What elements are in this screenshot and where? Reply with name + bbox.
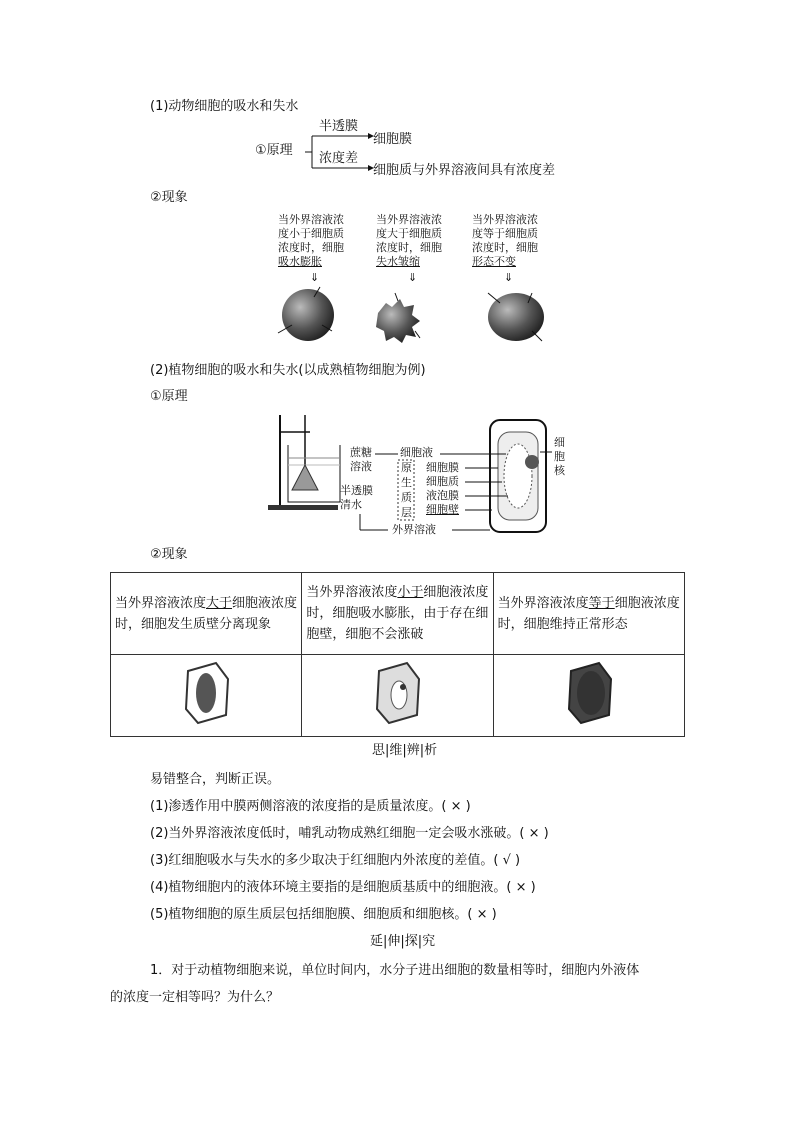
list-item: (3)红细胞吸水与失水的多少取决于红细胞内外浓度的差值。( √ ) — [150, 853, 521, 868]
swollen-cell-icon — [282, 289, 334, 341]
phenomenon-label-2: ②现象 — [150, 547, 188, 562]
cytoplasm-label: 细胞质 — [426, 475, 459, 488]
osmosis-diagram — [260, 410, 580, 540]
cells-drawing — [270, 283, 570, 353]
section1-title: (1)动物细胞的吸水和失水 — [150, 99, 299, 114]
branch-top-target: 细胞膜 — [373, 132, 413, 147]
cell-caption-1: 当外界溶液浓 度小于细胞质 浓度时，细胞 吸水膨胀 — [278, 213, 344, 268]
plasmolysis-cell-icon — [176, 657, 236, 727]
sucrose-label: 蔗糖 溶液 — [350, 446, 372, 473]
cell-caption-3: 当外界溶液浓 度等于细胞质 浓度时，细胞 形态不变 — [472, 213, 538, 268]
table-cell — [493, 655, 684, 737]
water-label: 清水 — [340, 498, 362, 511]
down-arrow-icon: ⇓ — [504, 271, 514, 284]
table-cell — [302, 655, 493, 737]
branch-bottom-label: 浓度差 — [319, 151, 359, 166]
cell-wall-label: 细胞壁 — [426, 503, 459, 516]
list-item: (1)渗透作用中膜两侧溶液的浓度指的是质量浓度。( × ) — [150, 799, 471, 814]
table-cell: 当外界溶液浓度大于细胞液浓度时，细胞发生质壁分离现象 — [111, 573, 302, 655]
vacuole-membrane-label: 液泡膜 — [426, 489, 459, 502]
animal-cells — [270, 213, 570, 353]
think-heading: 思|维|辨|析 — [372, 743, 438, 758]
cell-sap-label: 细胞液 — [400, 446, 433, 459]
shrunk-cell-icon — [376, 299, 420, 343]
table-cell — [111, 655, 302, 737]
table-cell: 当外界溶液浓度小于细胞液浓度时，细胞吸水膨胀，由于存在细胞壁，细胞不会涨破 — [302, 573, 493, 655]
question-1-line-2: 的浓度一定相等吗？为什么？ — [110, 990, 280, 1005]
section2-title: (2)植物细胞的吸水和失水(以成熟植物细胞为例) — [150, 363, 426, 378]
cell-membrane-label: 细胞膜 — [426, 461, 459, 474]
cell-caption-2: 当外界溶液浓 度大于细胞质 浓度时，细胞 失水皱缩 — [376, 213, 442, 268]
down-arrow-icon: ⇓ — [408, 271, 418, 284]
outer-solution-label: 外界溶液 — [392, 523, 436, 536]
phenomenon-label-1: ②现象 — [150, 190, 188, 205]
normal-plant-cell-icon — [559, 657, 619, 727]
principle-label-2: ①原理 — [150, 389, 188, 404]
plant-phenomenon-table — [110, 572, 685, 737]
branch-bottom-target: 细胞质与外界溶液间具有浓度差 — [373, 163, 556, 178]
list-item: (2)当外界溶液浓度低时，哺乳动物成熟红细胞一定会吸水涨破。( × ) — [150, 826, 549, 841]
swollen-plant-cell-icon — [367, 657, 427, 727]
membrane-label: 半透膜 — [340, 484, 373, 497]
nucleus-label: 细 胞 核 — [554, 436, 565, 477]
think-intro: 易错整合，判断正误。 — [150, 772, 281, 787]
principle-label: ①原理 — [255, 143, 293, 158]
branch-top-label: 半透膜 — [319, 119, 359, 134]
question-1-line-1: 1．对于动植物细胞来说，单位时间内，水分子进出细胞的数量相等时，细胞内外液体 — [150, 963, 640, 978]
extend-heading: 延|伸|探|究 — [370, 934, 436, 949]
down-arrow-icon: ⇓ — [310, 271, 320, 284]
protoplast-label: 原 生 质 层 — [401, 461, 412, 519]
list-item: (5)植物细胞的原生质层包括细胞膜、细胞质和细胞核。( × ) — [150, 907, 497, 922]
table-cell: 当外界溶液浓度等于细胞液浓度时，细胞维持正常形态 — [493, 573, 684, 655]
list-item: (4)植物细胞内的液体环境主要指的是细胞质基质中的细胞液。( × ) — [150, 880, 536, 895]
principle-diagram — [255, 120, 595, 182]
